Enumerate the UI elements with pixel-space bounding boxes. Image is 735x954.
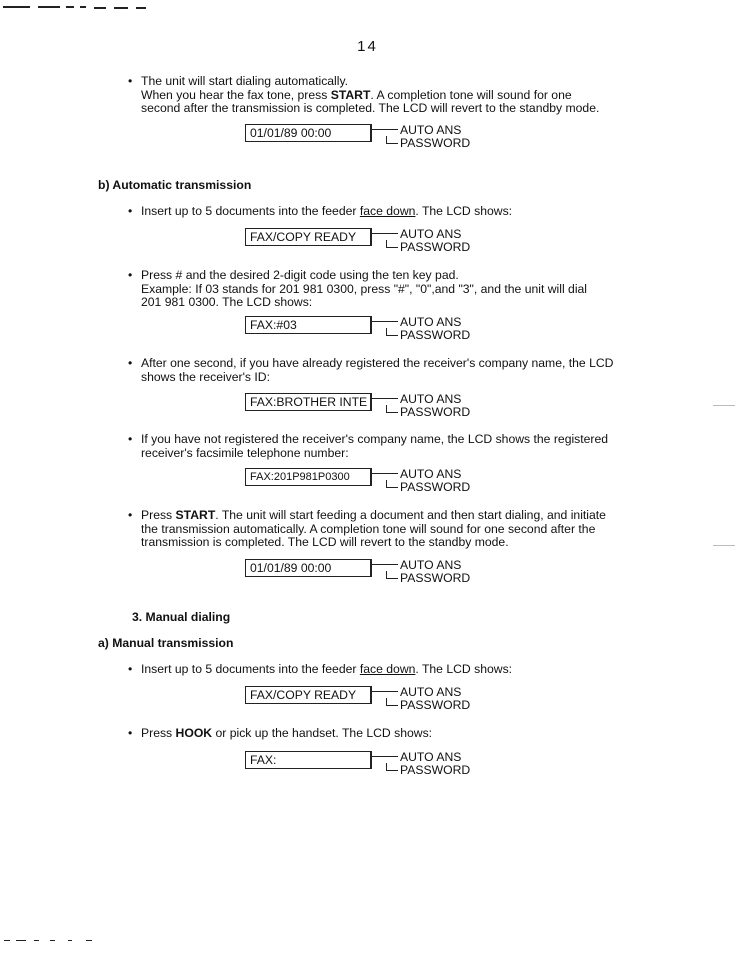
- lcd-display: [245, 316, 475, 346]
- text-line: Insert up to 5 documents into the feeder face down. The LCD shows:: [141, 662, 513, 676]
- scan-edge-mark: [713, 545, 735, 546]
- lcd-display: [245, 393, 475, 423]
- lcd-label-password: PASSWORD: [400, 136, 471, 150]
- text-line: receiver's facsimile telephone number:: [141, 445, 349, 460]
- lcd-label-auto-ans: AUTO ANS: [400, 123, 462, 137]
- lcd-display: [245, 228, 475, 258]
- text-line: transmission is completed. The LCD will revert to the standby mode.: [141, 535, 509, 549]
- text-line: After one second, if you have already registered the receiver's company name, the LCD: [141, 356, 614, 370]
- lcd-screen: FAX/COPY READY: [245, 228, 371, 246]
- text-line: Example: If 03 stands for 201 981 0300, press "#", "0",and "3", and the unit will dial: [141, 281, 588, 296]
- lcd-label-auto-ans: AUTO ANS: [400, 227, 462, 241]
- text-line: If you have not registered the receiver's company name, the LCD shows the registered: [141, 432, 609, 446]
- lcd-display: [245, 686, 475, 716]
- heading-manual-transmission: a) Manual transmission: [98, 636, 234, 650]
- text-line: second after the transmission is completed. The LCD will revert to the standby mode.: [141, 101, 600, 115]
- lcd-label-password: PASSWORD: [400, 480, 471, 494]
- text-line: Press # and the desired 2-digit code using the ten key pad.: [141, 268, 459, 282]
- heading-manual-dialing: 3. Manual dialing: [132, 610, 231, 624]
- paragraph-dialing: [128, 74, 661, 116]
- text-line: 201 981 0300. The LCD shows:: [141, 295, 313, 309]
- lcd-screen: FAX:#03: [245, 316, 371, 334]
- text-line: When you hear the fax tone, press START. A completion tone will sound for one: [141, 87, 572, 102]
- text-line: The unit will start dialing automatically.: [141, 74, 349, 88]
- lcd-label-auto-ans: AUTO ANS: [400, 467, 462, 481]
- scan-mark: [94, 7, 106, 9]
- lcd-label-password: PASSWORD: [400, 328, 471, 342]
- paragraph-receiver-id: • After one second, if you have already registered the receiver's company name, the LCD shows the receiver's ID:: [141, 357, 661, 384]
- lcd-display: [245, 468, 475, 498]
- lcd-label-auto-ans: AUTO ANS: [400, 315, 462, 329]
- scan-mark: [68, 940, 72, 941]
- lcd-label-auto-ans: AUTO ANS: [400, 392, 462, 406]
- text-line: the transmission automatically. A completion tone will sound for one second after the: [141, 521, 596, 536]
- lcd-screen: FAX:: [245, 751, 371, 769]
- scan-mark: [38, 6, 60, 8]
- scan-mark: [80, 6, 86, 8]
- lcd-screen: 01/01/89 00:00: [245, 559, 371, 577]
- paragraph-receiver-number: • If you have not registered the receiver's company name, the LCD shows the registered receiver's facsimile telephone number:: [141, 433, 661, 460]
- text-line: shows the receiver's ID:: [141, 369, 270, 384]
- scan-mark: [114, 7, 128, 9]
- lcd-label-password: PASSWORD: [400, 405, 471, 419]
- paragraph-insert: • Insert up to 5 documents into the feeder face down. The LCD shows:: [141, 205, 661, 219]
- lcd-label-auto-ans: AUTO ANS: [400, 558, 462, 572]
- scan-mark: [66, 6, 74, 8]
- text-line: Press HOOK or pick up the handset. The LCD shows:: [141, 726, 433, 740]
- text-line: Insert up to 5 documents into the feeder face down. The LCD shows:: [141, 204, 513, 218]
- lcd-display: [245, 124, 475, 154]
- lcd-label-auto-ans: AUTO ANS: [400, 750, 462, 764]
- lcd-screen: FAX:BROTHER INTE: [245, 393, 371, 411]
- scan-mark: [3, 6, 30, 8]
- scan-mark: [86, 940, 92, 941]
- scan-mark: [136, 7, 146, 9]
- heading-automatic-transmission: b) Automatic transmission: [98, 178, 252, 192]
- lcd-display: [245, 751, 475, 781]
- lcd-label-password: PASSWORD: [400, 240, 471, 254]
- paragraph-press-hook: • Press HOOK or pick up the handset. The LCD shows:: [141, 727, 661, 741]
- text-line: Press START. The unit will start feeding a document and then start dialing, and initiate: [141, 508, 606, 522]
- lcd-label-auto-ans: AUTO ANS: [400, 685, 462, 699]
- lcd-label-password: PASSWORD: [400, 763, 471, 777]
- paragraph-press-start: • Press START. The unit will start feeding a document and then start dialing, and initiate the transmission automatically. A completion tone will sound for one second after the transmission is completed. The LCD will revert to the standby mode.: [141, 509, 661, 550]
- lcd-label-password: PASSWORD: [400, 698, 471, 712]
- lcd-label-password: PASSWORD: [400, 571, 471, 585]
- paragraph-press-code: • Press # and the desired 2-digit code using the ten key pad. Example: If 03 stands for 201 981 0300, press "#", "0",and "3", and the unit will dial 201 981 0300. The LCD shows:: [141, 269, 661, 310]
- scan-edge-mark: [713, 405, 735, 406]
- lcd-screen: 01/01/89 00:00: [245, 124, 371, 142]
- lcd-screen: FAX:201P981P0300: [245, 468, 371, 486]
- paragraph-insert-manual: • Insert up to 5 documents into the feeder face down. The LCD shows:: [141, 663, 661, 677]
- lcd-screen: FAX/COPY READY: [245, 686, 371, 704]
- scan-mark: [34, 940, 39, 941]
- scan-mark: [4, 940, 10, 941]
- scan-mark: [50, 940, 55, 941]
- lcd-display: [245, 559, 475, 589]
- page-number: 14: [357, 38, 378, 55]
- scan-mark: [16, 940, 26, 941]
- bullet: •: [128, 74, 133, 88]
